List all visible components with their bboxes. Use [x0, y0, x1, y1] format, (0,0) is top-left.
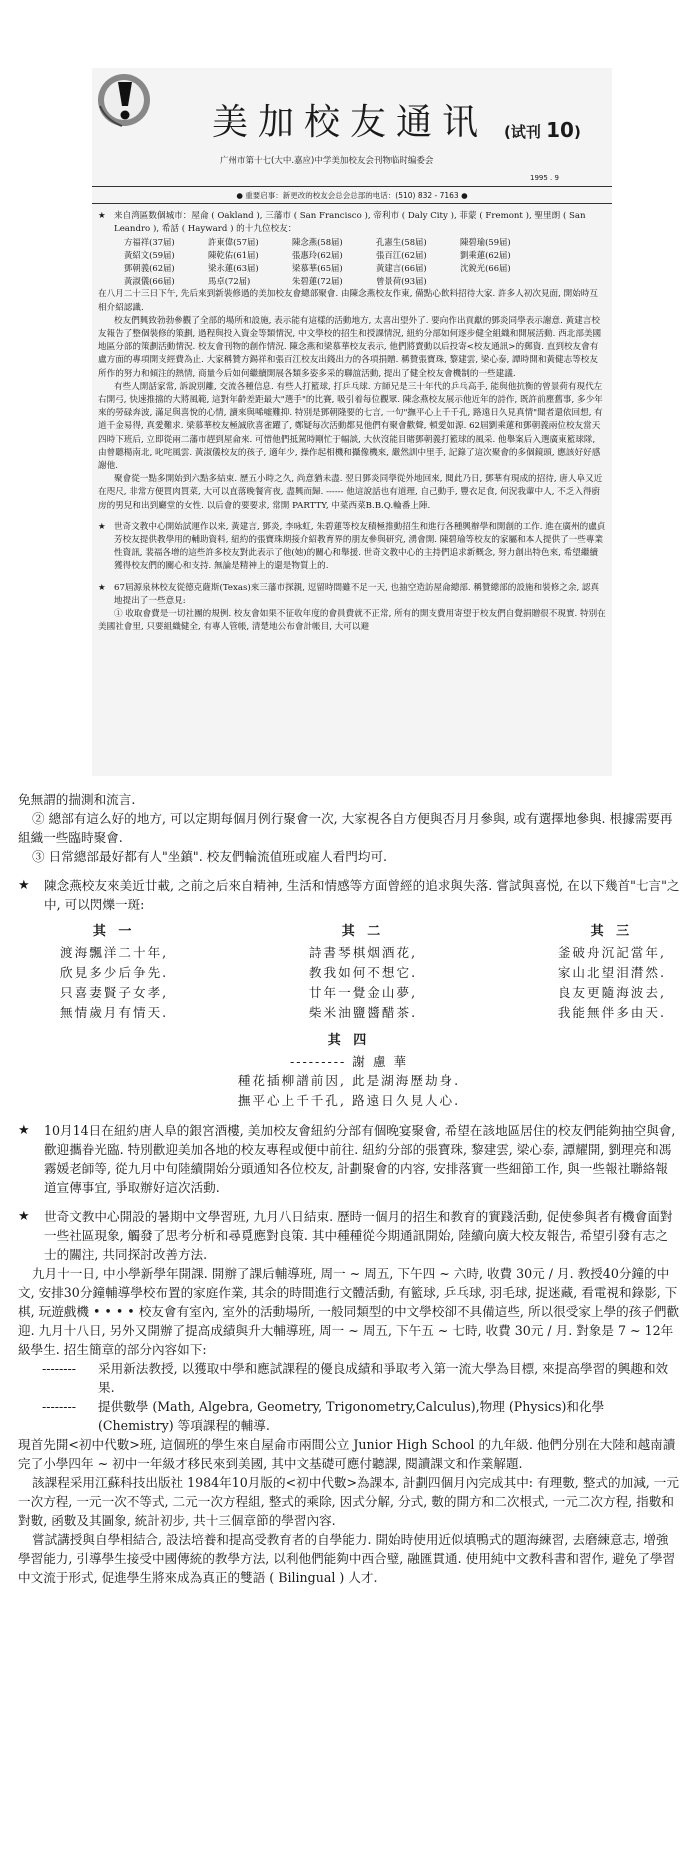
publisher-subtitle: 广州市第十七(大中.嘉应)中学美加校友会刊物临时编委会 — [220, 156, 434, 166]
attendee-name: 陳乾佑(61届) — [208, 250, 259, 261]
attendee-name: 方福祥(37届) — [124, 237, 175, 248]
poem-title: 其 一 — [92, 924, 136, 939]
issue-date: 1995 . 9 — [530, 174, 559, 182]
poems-intro: ★ 陳念燕校友來美近廿載, 之前之后來自精神, 生活和情感等方面曾經的追求與失落. 嘗試與喜悦, 在以下幾首"七言"之中, 可以閃爍一斑: — [18, 876, 680, 914]
poem-title: 其 三 — [590, 924, 634, 939]
attendee-name: 孔憲生(58届) — [376, 237, 427, 248]
issue-label: (试刊 10) — [504, 118, 581, 142]
attendee-name: 曾景荷(93届) — [376, 276, 427, 287]
suggestion-1: ① 收取會費是一切社團的規例. 校友會如果不征收年度的會員費就不正常, 所有的開支費用寄望于校友們自覺捐贈很不現實. 特別在美國社會里, 只要組織健全, 有專人管帳, 清楚地公布會計帳目, 大可以避 — [98, 609, 606, 633]
attendee-name: 黃淑儀(66届) — [124, 276, 175, 287]
paragraph-summer-class: ★ 世奇文教中心開設的暑期中文學習班, 九月八日結束. 歷時一個月的招生和教育的實踐活動, 促使參與者有機會面對一些社區現象, 觸發了思考分析和尋覓應對良策. 其中種種從今期通訊開始, 陸續向廣大校友報告, 希望引發有志之士的關注, 共同探討改善方法. — [18, 1207, 680, 1264]
paragraph-curriculum: 該課程采用江蘇科技出版社 1984年10月版的<初中代數>為課本, 計劃四個月內完成其中: 有理數, 整式的加減, 一元一次方程, 一元一次不等式, 二元一次方程組, 整式的乘除, 因式分解, 分式, 數的開方和二次根式, 一元二次方程, 指數和對數, 函數及其圖象, 統計初步, 共十三個章節的學習內容. — [18, 1475, 679, 1528]
attendee-name: 劉乘蓮(62届) — [460, 250, 511, 261]
poem-line: 撫平心上千千孔, 路遠日久見人心. — [237, 1093, 461, 1108]
paragraph-education-center: ★ 世奇文教中心開始試運作以来, 黃建言, 鄧炎, 李咏虹, 朱碧蓮等校友積極推動招生和進行各種興辦學和開創的工作. 進在廣州的盧貞芳校友提供教學用的輔助資料, 紐約的張寶珠期接介紹教育界的朋友參與研究, 湧會開. 陳碧瑜等校友的家屬和本人提供了一些專業性資訊, 裴福各增的這些許多校友對此表示了他(她)的關心和舉援. 世奇文教中心的主持們追求新概念, 努力創出特色來, 希望繼續獲得校友們的關心和支持. 無論是精神上的還是物質上的. — [98, 521, 606, 574]
poem-line: 良友更隨海波去, — [557, 985, 666, 1000]
paragraph-ny-banquet: ★ 10月14日在紐約唐人阜的銀宮酒樓, 美加校友會紐約分部有個晚宴聚會, 希望在該地區居住的校友們能夠抽空與會, 歡迎攜眷光臨. 特別歡迎美加各地的校友專程或便中前往. 紐約分部的張寶珠, 黎建雲, 梁心泰, 譚耀開, 劉理亮和馮霧媛老師等, 從九月中旬陸續開始分頭通知各位校友, 計劃聚會的内容, 安排落實一些細節工作, 與一些報社聯絡報道宣傳事宜, 爭取辦好這次活動. — [18, 1121, 680, 1197]
attendee-name: 梁永蓮(63届) — [208, 263, 259, 274]
poem-line: 欣見多少后争先. — [60, 965, 169, 980]
brochure-item: -------- 提供數學 (Math, Algebra, Geometry, Trigonometry,Calculus),物理 (Physics)和化學 (Chemistry) 等項課程的輔導. — [42, 1399, 605, 1433]
paragraph-teaching-method: 嘗試講授與自學相結合, 設法培養和提高受教育者的自學能力. 開始時使用近似填鴨式的題海練習, 去磨練意志, 增強學習能力, 引導學生接受中國傳統的教學方法, 以利他們能夠中西合璧, 融匯貫通. 使用純中文教科書和習作, 避免了學習中文流于形式, 促進學生將來成為真正的雙語 ( Bilingual ) 人才. — [18, 1532, 676, 1585]
suggestion-2: ② 總部有這么好的地方, 可以定期每個月例行聚會一次, 大家視各自方便與否月月參與, 或有選擇地參與. 根據需要再組織一些臨時聚會. — [18, 811, 673, 845]
poem-line: 教我如何不想它. — [308, 965, 418, 980]
attendee-name: 馬卓(72届) — [208, 276, 251, 287]
attendee-name: 許東偉(57届) — [208, 237, 259, 248]
suggestion-1-continued: 免無謂的揣測和流言. — [18, 792, 136, 807]
top-article-body — [98, 210, 606, 634]
paragraph-activities: 有些人開話家常, 訴說別離, 交流各種信息. 有些人打籃球, 打乒乓球. 方師兄是三十年代的乒乓高手, 能與他抗衡的曾景荷有現代左右開弓, 快速推擋的大將風範, 這對年齡差距最大"選手"的比賽, 吸引着每位觀眾. 陳念燕校友展示他近年的詩作, 既許前塵舊事, 多少年來的勞碌奔波, 滿足與喜悅的心情, 讀來與唏嘘難抑. 特別是鄧朝隆要的七言, 一句"撫平心上千千孔, 路遠日久見真情"聞者還依回想, 有道千金易得, 真愛難求. 梁慕華校友極誠欣喜雀躍了, 鄭疑每次活動都見他們有聚會歡聲, 頓愛如源. 62屆劉乘蓮和鄧朝義兩位校友當天四時下班后, 立即從兩二藩市趕到屋侖來. 可惜他們抵駕時剛忙于幅談, 大伙沒能目睹鄧朝義打籃球的風采. 他舉案后入選廣東籃球隊, 由曾聽楊南北, 叱咤風雲. 黃淑儀校友的孩子, 適年少, 操作起相機和攝像機來, 嚴然訓中里手, 記錄了這次聚會的多個鏡頭, 應該好好感謝他. — [98, 381, 603, 472]
poem-line: 釜破舟沉記當年, — [557, 945, 666, 960]
poem-line: 廿年一覺金山夢, — [308, 985, 418, 1000]
attendee-name: 梁慕華(65届) — [292, 263, 343, 274]
poem-line: 我能無伴多由天. — [557, 1005, 666, 1020]
header-rule — [92, 186, 612, 187]
exclamation-logo-icon — [96, 72, 156, 128]
newsletter-bottom-section — [18, 790, 680, 1587]
attendee-name: 黃紹文(59届) — [124, 250, 175, 261]
poem-line: 詩書琴棋烟酒花, — [308, 945, 418, 960]
brochure-item: -------- 采用新法教授, 以獲取中學和應試課程的優良成績和爭取考入第一流大學為目標, 來提高學習的興趣和效果. — [42, 1361, 669, 1395]
attendee-name: 陳碧瑜(59届) — [460, 237, 511, 248]
paragraph-tour: 校友們興致勃勃參觀了全部的場所和設施, 表示能有這樣的活動地方, 太喜出望外了. 要向作出貢獻的鄧炎同學表示謝意. 黃建言校友報告了整個裝修的策劃, 過程與投入資金等類情況, 中文學校的招生和授課情況, 紐約分部如何逐步健全組織和開展活動. 西北部美國地區分部的策劃活動情況. 校友會刊物的創作情況. 陳念燕和梁慕華校友表示, 他們將賣動以后投寄<校友通訊>的郵資. 直到校友會有盧方面的專項開支經費為止. 大家稱贊方錫祥和張百江校友出錢出力的各項捐贈. 稱贊張寶珠, 黎建雲, 梁心泰, 譚時開和黃健志等校友所作的努力和傾注的熱情, 商量今后如何繼續開展各類多姿多采的聯誼活動, 提出了健全校友會機制的一些建議. — [98, 315, 602, 379]
attendee-name: 沈銳光(66届) — [460, 263, 511, 274]
dash-marker: -------- — [42, 1361, 77, 1376]
paragraph-algebra-class: 現首先開<初中代數>班, 這個班的學生來自屋侖市兩間公立 Junior High School 的九年級. 他們分別在大陸和越南讀完了小學四年 ~ 初中一年級才移民來到美國, 其中文基礎可應付聽課, 閱讀課文和作業解題. — [18, 1437, 676, 1471]
poem-2 — [309, 922, 417, 1023]
attendee-name: 黃建言(66届) — [376, 263, 427, 274]
attendee-name: 鄧朝義(62届) — [124, 263, 175, 274]
dash-marker: -------- — [42, 1399, 77, 1414]
attendee-name: 朱碧蓮(72届) — [292, 276, 343, 287]
newsletter-top-section — [92, 68, 612, 776]
poem-line: 只喜妻賢子女孝, — [60, 985, 169, 1000]
paragraph-party: 聚會從一點多開始到六點多結束. 歷五小時之久, 尚意猶未盡. 翌日鄧炎同學從外地回來, 閱此乃日, 鄧華有現成的招待, 唐人阜又近在咫尺, 非常方便買肉買菜, 大可以直落晚餐宵夜, 盡興而歸. ------ 他這說話也有道理, 自己動手, 豐衣足食, 何況我輩中人, 不乏入得廚房的男兒和出到廳堂的女性. 以后會的要要求, 常開 PARTTY, 中菜西菜B.B.Q.輪番上陣. — [98, 474, 603, 511]
poem-line: 柴米油鹽醬醋茶. — [308, 1005, 418, 1020]
phone-notice: ● 重要启事：新更改的校友会总会总部的电话：(510) 832 - 7163 ● — [236, 191, 468, 200]
paragraph-after-school: 九月十一日, 中小學新學年開課. 開辦了課后輔導班, 周一 ~ 周五, 下午四 ~ 六時, 收費 30元 / 月. 教授40分鐘的中文, 安排30分鐘輔導學校布置的家庭作業, 其余的時間進行文體活動, 有籃球, 乒乓球, 羽毛球, 捉迷藏, 看電視和錄影, 下棋, 玩遊戲機 • • • • 校友會有室內, 室外的活動場所, 一般同類型的中文學校卻不具備這些, 所以很受家上學的孩子們歡迎. 九月十八日, 另外又開辦了提高成績與升大輔導班, 周一 ~ 周五, 下午五 ~ 七時, 收費 30元 / 月. 對象是 7 ~ 12年級學生. 招生簡章的部分內容如下: — [18, 1266, 680, 1357]
paragraph-attendees: ★ 来自湾區数個城市：屋侖 ( Oakland ), 三藩市 ( San Francisco ), 帝利市 ( Daly City ), 菲蒙 ( Fremont ), 聖里朗 ( San Leandro ), 希話 ( Hayward ) 的十九位校友： — [98, 210, 606, 236]
poem-title: 其 二 — [341, 924, 385, 939]
poem-4 — [18, 1031, 680, 1111]
poem-line: 渡海飄洋二十年, — [60, 945, 169, 960]
poem-title: 其 四 — [327, 1033, 371, 1048]
poem-author: --------- 謝 慮 華 — [289, 1054, 409, 1069]
attendee-name: 張百江(62届) — [376, 250, 427, 261]
poem-1 — [60, 922, 168, 1023]
poem-line: 家山北望泪潸然. — [557, 965, 666, 980]
paragraph-texas-visit: ★ 67屆源泉林校友從德克薩斯(Texas)來三藩市探親, 逗留時間雖不足一天, 也抽空造訪屋侖總部. 稱贊總部的設施和裝修之余, 認真地提出了一些意見: — [98, 582, 606, 608]
attendee-list — [98, 236, 606, 288]
suggestion-3: ③ 日常總部最好都有人"坐鎮". 校友們輪流值班或雇人看門均可. — [32, 849, 388, 864]
newsletter-title: 美加校友通讯 — [212, 102, 489, 143]
poem-line: 種花插柳譜前因, 此是湖海歷劫身. — [237, 1073, 461, 1088]
poem-3 — [558, 922, 666, 1023]
attendee-name: 張惠玲(62届) — [292, 250, 343, 261]
notice-rule — [92, 203, 612, 204]
attendee-name: 陳念燕(58届) — [292, 237, 343, 248]
poem-line: 無情歲月有情天. — [60, 1005, 169, 1020]
poems-row — [18, 914, 680, 1023]
paragraph-gathering: 在八月二十三日下午, 先后來到新裝修過的美加校友會總部聚會. 由陳念燕校友作東, 備點心飲料招待大家. 許多人初次見面, 開始時互相介紹認識. — [98, 289, 598, 313]
